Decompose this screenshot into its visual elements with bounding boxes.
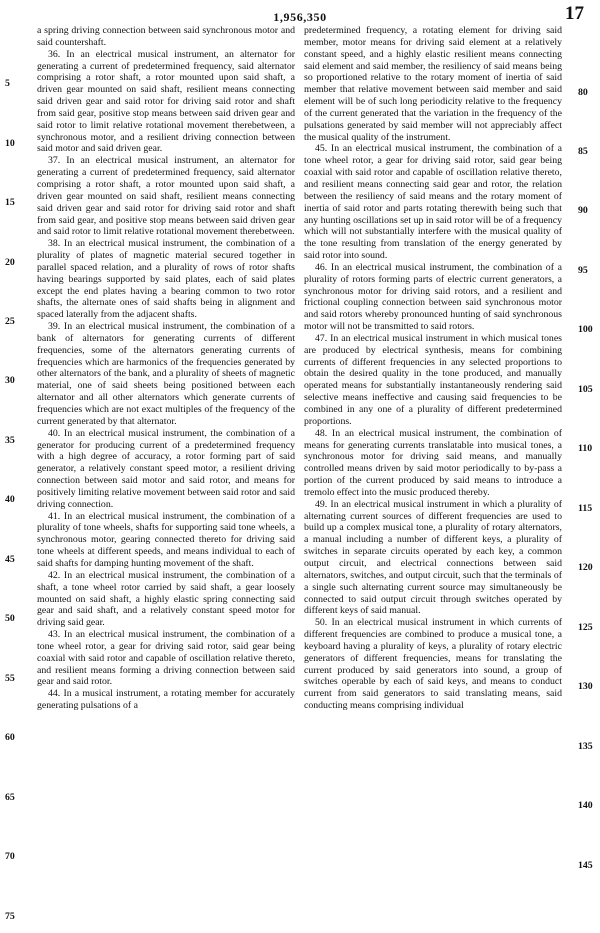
page-number: 17	[565, 3, 584, 24]
line-number: 125	[578, 622, 593, 633]
line-number: 20	[5, 257, 15, 268]
claim-42: 42. In an electrical musical instrument, the combination of a shaft, a tone wheel rotor carried by said shaft, a gear loosely mounted on said shaft, a highly elastic spring connecting said gear and said shaft, and a relatively constant speed motor for driving said gear.	[37, 569, 295, 629]
line-number: 110	[578, 443, 593, 454]
line-number: 135	[578, 741, 593, 752]
claim-49: 49. In an electrical musical instrument in which a plurality of alternating current sources of different frequencies are used to build up a complex musical tone, a plurality of rotary alternators, a manual including a number of different keys, a plurality of switches in separate circuits operated by each key, a common output circuit, and electrical connections between said alternators, switches, and output circuit, such that the terminals of a single such alternating current source may simultaneously be connected to said output circuit through switches operated by different keys of said manual.	[304, 498, 562, 617]
patent-number: 1,956,350	[273, 10, 327, 24]
page-header	[0, 3, 600, 25]
line-number: 45	[5, 554, 15, 565]
line-number: 70	[5, 851, 15, 862]
claim-38: 38. In an electrical musical instrument, the combination of a plurality of plates of magnetic material secured together in parallel spaced relation, and a plurality of rows of rotor shafts having bearings supported by said plates, each of said plates except the end plates having a bearing common to two rotor shafts, the alternate ones of said shafts being in alignment and spaced laterally from the adjacent shafts.	[37, 238, 295, 321]
line-number: 65	[5, 792, 15, 803]
line-number: 35	[5, 435, 15, 446]
line-number: 145	[578, 860, 593, 871]
line-number: 15	[5, 197, 15, 208]
claim-44-start: 44. In a musical instrument, a rotating member for accurately generating pulsations of a	[37, 688, 295, 712]
line-number: 50	[5, 613, 15, 624]
line-number: 130	[578, 681, 593, 692]
claim-37: 37. In an electrical musical instrument, an alternator for generating a current of predetermined frequency, said alternator comprising a rotor shaft, a rotor mounted upon said shaft, a driven gear mounted on said shaft, resilient means connecting said driven gear and said rotor for driving said rotor and shaft from said gear, and positive stop means between said driven gear and said rotor to limit relative rotational movement therebetween.	[37, 155, 295, 238]
line-number: 105	[578, 384, 593, 395]
line-number: 75	[5, 911, 15, 922]
claim-40: 40. In an electrical musical instrument, the combination of a generator for producing current of a predetermined frequency with a high degree of accuracy, a rotor forming part of said generator, a relatively constant speed motor, a resilient driving connection between said motor and said rotor, and means for positively limiting relative movement between said rotor and said driving connection.	[37, 427, 295, 510]
claim-50-start: 50. In an electrical musical instrument in which currents of different frequencies are combined to produce a musical tone, a keyboard having a plurality of keys, a plurality of rotary electric generators of different frequencies, means for translating the current produced by said generators into sound, a group of switches operable by each of said keys, and means to conduct current from said generators to said translating means, said conducting means comprising individual	[304, 617, 562, 712]
line-number: 25	[5, 316, 15, 327]
claim-46: 46. In an electrical musical instrument, the combination of a plurality of rotors forming parts of electric current generators, a synchronous motor for driving said rotors, and a resilient and frictional coupling connection between said synchronous motor and said rotors whereby pronounced hunting of said synchronous motor will not be transmitted to said rotors.	[304, 261, 562, 333]
line-number: 40	[5, 494, 15, 505]
paragraph-continuation: a spring driving connection between said synchronous motor and said countershaft.	[37, 25, 295, 48]
line-number: 80	[578, 87, 588, 98]
line-number: 10	[5, 138, 15, 149]
line-number: 115	[578, 503, 593, 514]
line-number: 85	[578, 146, 588, 157]
line-number: 140	[578, 800, 593, 811]
line-number: 60	[5, 732, 15, 743]
line-number: 120	[578, 562, 593, 573]
claim-43: 43. In an electrical musical instrument, the combination of a tone wheel rotor, a gear for driving said rotor, said gear being coaxial with said rotor and capable of oscillation relative thereto, and resilient means forming a driving connection between said gear and said rotor.	[37, 629, 295, 688]
claim-48: 48. In an electrical musical instrument, the combination of means for generating currents translatable into musical tones, a synchronous motor for driving said means, and manually controlled means driven by said motor periodically to by-pass a portion of the current produced by said means to introduce a tremolo effect into the music produced thereby.	[304, 427, 562, 498]
claim-36: 36. In an electrical musical instrument, an alternator for generating a current of predetermined frequency, said alternator comprising a rotor shaft, a rotor mounted upon said shaft, a driven gear mounted on said shaft, resilient means connecting said driven gear and said rotor for driving said rotor and shaft from said gear, positive stop means between said driven gear and said rotor to limit relative rotational movement therebetween, a synchronous motor, and a resilient driving connection between said motor and said driven gear.	[37, 48, 295, 155]
claim-45: 45. In an electrical musical instrument, the combination of a tone wheel rotor, a gear for driving said rotor, said gear being coaxial with said rotor and capable of oscillation relative thereto, and resilient means connecting said gear and rotor, the relation between the resiliency of said means and the rotary moment of inertia of said rotor and parts rotating therewith being such that any hunting oscillations set up in said rotor will be of a frequency which will not substantially interfere with the musical quality of the tone resulting from translation of the energy generated by said rotor into sound.	[304, 143, 562, 262]
line-number: 90	[578, 205, 588, 216]
line-number: 100	[578, 324, 593, 335]
line-number: 5	[5, 78, 10, 89]
line-number: 55	[5, 673, 15, 684]
claim-41: 41. In an electrical musical instrument, the combination of a plurality of tone wheels, shafts for supporting said tone wheels, a synchronous motor, gearing connected thereto for driving said tone wheels at different speeds, and means individual to each of said shafts for damping hunting movement of the shaft.	[37, 510, 295, 569]
claim-47: 47. In an electrical musical instrument in which musical tones are produced by electrical synthesis, means for combining currents of different frequencies in any selected proportions to obtain the desired quality in the tone produced, and manually operated means for substantially instantaneously rendering said selective means ineffective and causing said frequencies to be combined in any one of a plurality of different predetermined proportions.	[304, 332, 562, 427]
left-column	[37, 25, 295, 712]
claim-44-continuation: predetermined frequency, a rotating element for driving said member, motor means for driving said element at a relatively constant speed, and a highly elastic resilient means connecting said element and said member, the resiliency of said means being so proportioned relative to the rotary moment of inertia of said member that relative movement between said member and said element will be of such long periodicity relative to the frequency of the current generated that the variation in the frequency of the pulsations generated by said member will not appreciably affect the musical quality of the instrument.	[304, 25, 562, 143]
right-column	[304, 25, 562, 712]
line-number: 95	[578, 265, 588, 276]
claim-39: 39. In an electrical musical instrument, the combination of a bank of alternators for generating currents of different frequencies, some of the alternators generating currents of frequencies which are harmonics of the frequencies generated by other alternators of the bank, and a plurality of sheets of magnetic material, one of said sheets being positioned between each alternator and all other alternators which generate currents of frequencies which are not exact multiples of the frequency of the current generated by that alternator.	[37, 321, 295, 427]
line-number: 30	[5, 375, 15, 386]
